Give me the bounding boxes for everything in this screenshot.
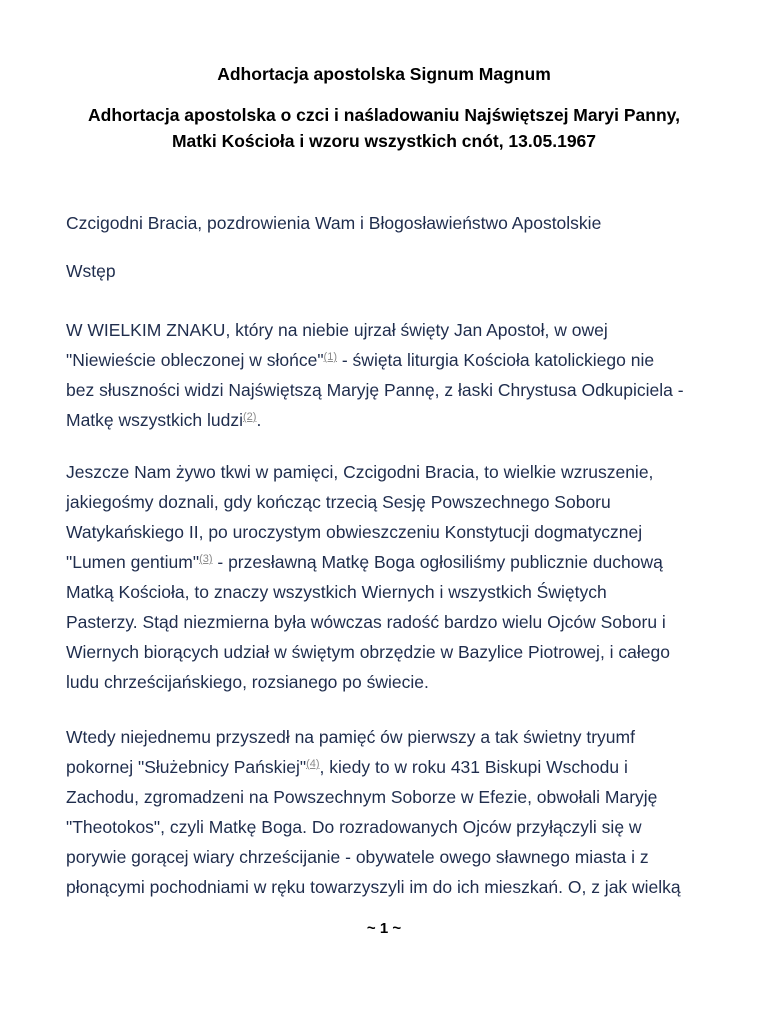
paragraph-line: "Theotokos", czyli Matkę Boga. Do rozradowanych Ojców przyłączyli się w: [66, 817, 642, 837]
paragraph-line: płonącymi pochodniami w ręku towarzyszyli im do ich mieszkań. O, z jak wielką: [66, 877, 681, 897]
footnote-link-2[interactable]: (2): [243, 411, 257, 423]
subtitle-line-1: Adhortacja apostolska o czci i naśladowaniu Najświętszej Maryi Panny,: [88, 105, 680, 125]
paragraph-line: Wtedy niejednemu przyszedł na pamięć ów pierwszy a tak świetny tryumf: [66, 727, 635, 747]
paragraph-line: Watykańskiego II, po uroczystym obwieszczeniu Konstytucji dogmatycznej: [66, 522, 643, 542]
footnote-link-1[interactable]: (1): [323, 351, 337, 363]
text-fragment: , kiedy to w roku 431 Biskupi Wschodu i: [319, 757, 628, 777]
document-title: Adhortacja apostolska Signum Magnum: [217, 64, 551, 84]
text-fragment: - przesławną Matkę Boga ogłosiliśmy publicznie duchową: [212, 552, 663, 572]
paragraph-line: Wiernych biorących udział w świętym obrzędzie w Bazylice Piotrowej, i całego: [66, 642, 670, 662]
text-fragment: .: [256, 410, 262, 430]
text-fragment: "Niewieście obleczonej w słońce": [66, 350, 324, 370]
paragraph-line: Matką Kościoła, to znaczy wszystkich Wiernych i wszystkich Świętych: [66, 582, 607, 602]
paragraph-line: jakiegośmy doznali, gdy kończąc trzecią Sesję Powszechnego Soboru: [66, 492, 611, 512]
footnote-link-4[interactable]: (4): [306, 758, 320, 770]
greeting-line: Czcigodni Bracia, pozdrowienia Wam i Błogosławieństwo Apostolskie: [66, 213, 602, 233]
paragraph-line: porywie gorącej wiary chrześcijanie - obywatele owego sławnego miasta i z: [66, 847, 649, 867]
paragraph-line: [66, 752, 716, 782]
page-number: ~ 1 ~: [366, 920, 402, 937]
subtitle-line-2: Matki Kościoła i wzoru wszystkich cnót, 13.05.1967: [171, 131, 597, 151]
footnote-link-3[interactable]: (3): [199, 553, 213, 565]
text-fragment: Matkę wszystkich ludzi: [66, 410, 243, 430]
document-subtitle: [40, 102, 728, 154]
paragraph-line: Zachodu, zgromadzeni na Powszechnym Soborze w Efezie, obwołali Maryję: [66, 787, 658, 807]
paragraph-3: [66, 722, 716, 902]
paragraph-line: [66, 405, 716, 435]
paragraph-line: bez słuszności widzi Najświętszą Maryję Pannę, z łaski Chrystusa Odkupiciela -: [66, 380, 684, 400]
paragraph-line: [66, 547, 716, 577]
paragraph-1: [66, 315, 716, 435]
text-fragment: - święta liturgia Kościoła katolickiego nie: [337, 350, 655, 370]
paragraph-line: Pasterzy. Stąd niezmierna była wówczas radość bardzo wielu Ojców Soboru i: [66, 612, 666, 632]
paragraph-line: [66, 345, 716, 375]
paragraph-line: ludu chrześcijańskiego, rozsianego po świecie.: [66, 672, 429, 692]
text-fragment: pokornej "Służebnicy Pańskiej": [66, 757, 307, 777]
section-heading-intro: Wstęp: [66, 261, 116, 281]
text-fragment: "Lumen gentium": [66, 552, 200, 572]
paragraph-line: Jeszcze Nam żywo tkwi w pamięci, Czcigodni Bracia, to wielkie wzruszenie,: [66, 462, 654, 482]
paragraph-2: [66, 457, 716, 697]
paragraph-line: W WIELKIM ZNAKU, który na niebie ujrzał święty Jan Apostoł, w owej: [66, 320, 608, 340]
